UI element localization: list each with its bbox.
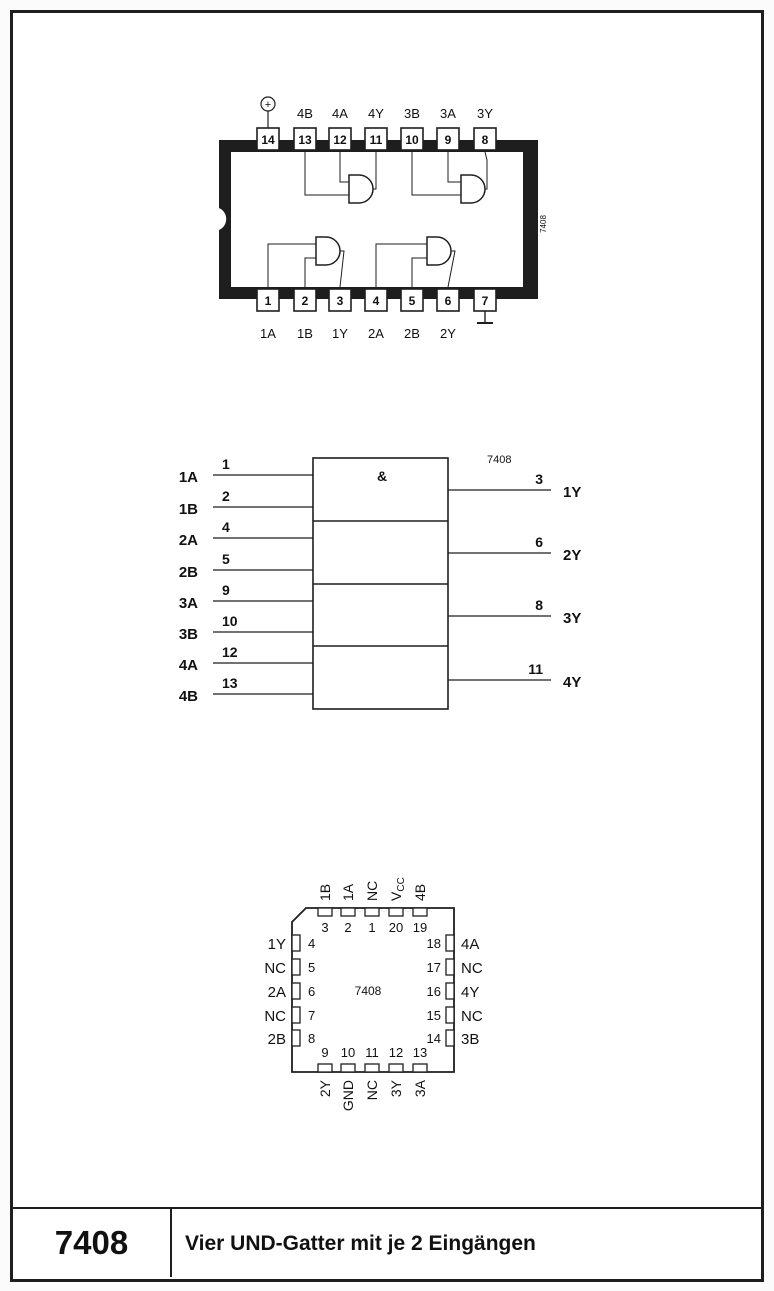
plcc-bottom-pin-box	[365, 1064, 379, 1072]
logic-input-label: 3A	[178, 595, 198, 612]
plcc-left-pin-number: 6	[308, 984, 316, 999]
plcc-right-pin-box	[446, 983, 454, 999]
dip-bottom-pin-number: 2	[301, 294, 309, 308]
logic-input-pin: 12	[222, 644, 238, 660]
logic-input-label: 1B	[178, 501, 198, 518]
plcc-bottom-pin-label: NC	[364, 1080, 380, 1101]
logic-input-label: 4B	[178, 688, 198, 705]
plcc-left-pin-box	[292, 1030, 300, 1046]
plcc-left-pin-box	[292, 959, 300, 975]
plcc-bottom-pin-box	[413, 1064, 427, 1072]
dip-bottom-pin-label: 2Y	[440, 326, 456, 341]
plcc-bottom-pin-box	[318, 1064, 332, 1072]
dip-bottom-pin-label: 1B	[297, 326, 313, 341]
dip-top-pin-number: 8	[481, 133, 489, 147]
plcc-left-pin-label: 2B	[267, 1031, 286, 1048]
plcc-bottom-pin-label: 2Y	[317, 1080, 333, 1098]
plcc-top-pin-number: 1	[368, 920, 376, 935]
dip-bottom-pin-number: 1	[264, 294, 272, 308]
plcc-top-pin-number: 3	[321, 920, 329, 935]
dip-top-pin-label: 4Y	[368, 106, 384, 121]
plcc-top-pin-label: 4B	[412, 883, 428, 901]
dip-bottom-pin-label: 2B	[404, 326, 420, 341]
footer-title: Vier UND-Gatter mit je 2 Eingängen	[185, 1232, 536, 1255]
plcc-right-pin-label: 3B	[461, 1031, 480, 1048]
plcc-top-pin-number: 20	[388, 920, 404, 935]
and-gate-icon	[427, 237, 451, 265]
plcc-right-pin-box	[446, 1030, 454, 1046]
plcc-vcc-subscript: CC	[396, 877, 407, 892]
footer-part-number: 7408	[13, 1209, 172, 1277]
logic-input-pin: 13	[222, 675, 238, 691]
dip-top-pin-label: 3Y	[477, 106, 493, 121]
plcc-bottom-pin-number: 9	[321, 1045, 329, 1060]
dip-top-pin-label: 3B	[404, 106, 420, 121]
logic-input-pin: 5	[222, 551, 230, 567]
plcc-right-pin-box	[446, 1007, 454, 1023]
plcc-bottom-pin-box	[389, 1064, 403, 1072]
plcc-package	[264, 877, 483, 1111]
dip-bottom-pin-label: 2A	[368, 326, 384, 341]
logic-output-pin: 3	[535, 471, 543, 487]
dip-top-pin-label: 4A	[332, 106, 348, 121]
plcc-bottom-pin-number: 10	[340, 1045, 356, 1060]
plcc-bottom-pin-number: 11	[365, 1045, 379, 1060]
plcc-right-pin-label: 4A	[461, 936, 480, 953]
plcc-bottom-pin-number: 12	[388, 1045, 404, 1060]
dip-top-pin-number: 12	[333, 133, 347, 147]
dip-top-pin-number: 11	[369, 133, 383, 147]
logic-output-label: 4Y	[563, 674, 582, 691]
dip-package	[219, 97, 548, 341]
logic-input-pin: 10	[222, 613, 238, 629]
plcc-right-pin-number: 17	[426, 960, 441, 975]
plcc-left-pin-label: 2A	[267, 984, 286, 1001]
plcc-top-pin-box	[341, 908, 355, 916]
plcc-left-pin-box	[292, 983, 300, 999]
and-gate-icon	[461, 175, 485, 203]
plcc-top-pin-box	[389, 908, 403, 916]
plcc-right-pin-number: 14	[426, 1031, 441, 1046]
plcc-left-pin-label: NC	[264, 960, 286, 977]
plcc-bottom-pin-label: 3A	[412, 1080, 428, 1098]
plcc-top-pin-label: 1A	[340, 883, 356, 901]
dip-bottom-pin-label: 1A	[260, 326, 276, 341]
dip-top-pin-number: 13	[298, 133, 312, 147]
plcc-right-pin-label: NC	[461, 1008, 483, 1025]
dip-top-pin-number: 10	[405, 133, 419, 147]
dip-bottom-pin-label: 1Y	[332, 326, 348, 341]
plcc-left-pin-label: NC	[264, 1008, 286, 1025]
plcc-top-pin-box	[413, 908, 427, 916]
logic-input-pin: 9	[222, 582, 230, 598]
logic-input-pin: 4	[222, 519, 230, 535]
logic-input-label: 2A	[178, 532, 198, 549]
plcc-right-pin-number: 18	[426, 936, 441, 951]
logic-output-pin: 6	[535, 534, 543, 550]
plcc-left-pin-number: 4	[308, 936, 316, 951]
plcc-top-pin-box	[318, 908, 332, 916]
and-gate-icon	[349, 175, 373, 203]
plcc-right-pin-box	[446, 959, 454, 975]
dip-top-pin-number: 9	[444, 133, 452, 147]
plcc-top-pin-label: 1B	[317, 883, 333, 901]
plcc-left-pin-number: 8	[308, 1031, 316, 1046]
dip-inner-area	[231, 152, 523, 287]
plcc-top-pin-label: NC	[364, 880, 380, 901]
plcc-right-pin-box	[446, 935, 454, 951]
dip-bottom-pin-number: 6	[444, 294, 452, 308]
plcc-left-pin-number: 7	[308, 1008, 316, 1023]
plcc-right-pin-label: NC	[461, 960, 483, 977]
dip-bottom-pin-number: 4	[372, 294, 380, 308]
plcc-bottom-pin-box	[341, 1064, 355, 1072]
logic-input-label: 4A	[178, 657, 198, 674]
dip-bottom-pin-number: 5	[408, 294, 416, 308]
logic-output-label: 3Y	[563, 610, 582, 627]
logic-output-label: 1Y	[563, 484, 582, 501]
plcc-top-pin-number: 19	[412, 920, 428, 935]
plcc-bottom-pin-label: GND	[340, 1080, 356, 1112]
plcc-left-pin-box	[292, 1007, 300, 1023]
plcc-right-pin-label: 4Y	[461, 984, 480, 1001]
dip-chip-label: 7408	[539, 215, 548, 233]
logic-input-label: 2B	[178, 564, 198, 581]
dip-top-pin-number: 14	[261, 133, 275, 147]
dip-bottom-pin-number: 3	[336, 294, 344, 308]
plcc-vcc-label: $V_{CC}$	[388, 877, 407, 901]
plcc-top-pin-number: 2	[344, 920, 352, 935]
logic-output-label: 2Y	[563, 547, 582, 564]
logic-input-label: 3B	[178, 626, 198, 643]
logic-symbol	[179, 454, 582, 709]
logic-input-pin: 1	[222, 456, 230, 472]
vcc-symbol: +	[264, 99, 272, 111]
plcc-right-pin-number: 15	[426, 1008, 441, 1023]
plcc-left-pin-label: 1Y	[267, 936, 286, 953]
plcc-bottom-pin-label: 3Y	[388, 1080, 404, 1098]
logic-input-label: 1A	[178, 469, 198, 486]
plcc-right-pin-number: 16	[426, 984, 441, 999]
logic-output-pin: 11	[528, 661, 543, 677]
dip-bottom-pin-number: 7	[481, 294, 489, 308]
plcc-left-pin-box	[292, 935, 300, 951]
logic-input-pin: 2	[222, 488, 230, 504]
logic-output-pin: 8	[535, 597, 543, 613]
dip-top-pin-label: 4B	[297, 106, 313, 121]
and-gate-icon	[316, 237, 340, 265]
plcc-top-pin-box	[365, 908, 379, 916]
plcc-chip-label: 7408	[354, 984, 382, 998]
dip-top-pin-label: 3A	[440, 106, 456, 121]
plcc-bottom-pin-number: 13	[412, 1045, 428, 1060]
plcc-left-pin-number: 5	[308, 960, 316, 975]
logic-chip-label: 7408	[487, 454, 512, 466]
and-symbol: &	[376, 468, 388, 484]
